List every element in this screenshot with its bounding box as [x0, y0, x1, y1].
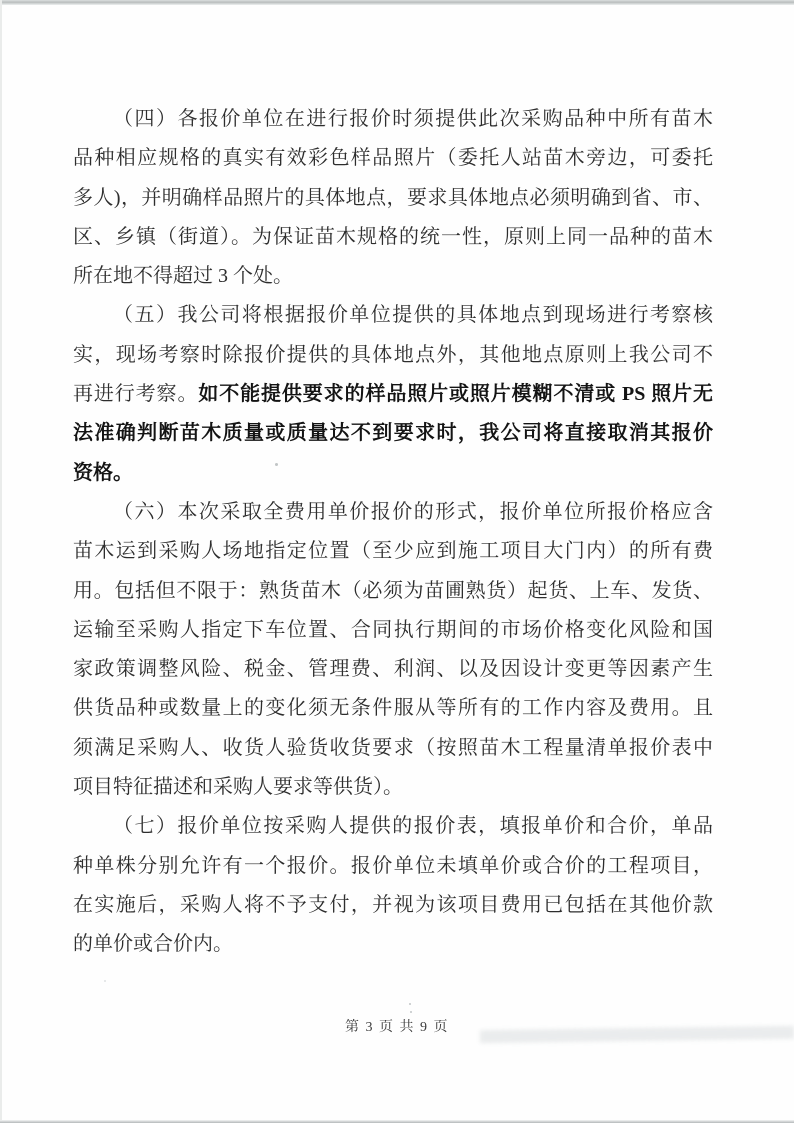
text-run: 苗木运到采购人场地指定位置（至少应到施工项目大门内）的所有费 [73, 540, 713, 563]
page-footer [0, 1016, 794, 1036]
text-run: 品种相应规格的真实有效彩色样品照片（委托人站苗木旁边，可委托 [73, 147, 713, 170]
text-line [73, 768, 713, 807]
text-run: 实，现场考察时除报价提供的具体地点外，其他地点原则上我公司不 [73, 343, 713, 366]
text-line [73, 218, 713, 257]
document-body [73, 100, 713, 965]
text-run: 用。包括但不限于：熟货苗木（必须为苗圃熟货）起货、上车、发货、 [73, 579, 713, 602]
scan-artifact-speck [104, 980, 106, 982]
text-run: （七）报价单位按采购人提供的报价表，填报单价和合价，单品 [113, 815, 713, 838]
paragraph-4 [73, 100, 713, 296]
text-run: 在实施后，采购人将不予支付，并视为该项目费用已包括在其他价款 [73, 893, 713, 916]
text-line [73, 257, 713, 296]
text-run: 再进行考察。 [73, 383, 199, 406]
paragraph-5 [73, 296, 713, 492]
text-run: 项目特征描述和采购人要求等供货）。 [73, 776, 403, 799]
text-line [73, 375, 713, 414]
text-line [73, 336, 713, 375]
text-line [73, 179, 713, 218]
text-run: 所在地不得超过 3 个处。 [73, 265, 293, 288]
text-line [73, 532, 713, 571]
text-run: 的单价或合价内。 [73, 933, 233, 956]
text-line [73, 139, 713, 178]
paragraph-6 [73, 493, 713, 807]
text-run: 家政策调整风险、税金、管理费、利润、以及因设计变更等因素产生 [73, 658, 713, 681]
text-run-bold: 资格。 [73, 461, 133, 484]
scan-artifact-left-edge [0, 0, 2, 1123]
scan-artifact-speck [410, 1011, 412, 1013]
text-line [73, 100, 713, 139]
scan-artifact-speck [275, 463, 278, 466]
text-line [73, 925, 713, 964]
text-run-bold: 如不能提供要求的样品照片或照片模糊不清或 PS 照片无 [198, 383, 713, 406]
text-line [73, 572, 713, 611]
text-line [73, 847, 713, 886]
text-line [73, 296, 713, 335]
scan-artifact-speck [409, 1003, 411, 1005]
text-line [73, 611, 713, 650]
text-run-bold: 法准确判断苗木质量或质量达不到要求时，我公司将直接取消其报价 [73, 422, 713, 445]
text-run: （六）本次采取全费用单价报价的形式，报价单位所报价格应含 [113, 500, 713, 523]
text-run: （五）我公司将根据报价单位提供的具体地点到现场进行考察核 [113, 304, 713, 327]
text-line [73, 650, 713, 689]
text-line [73, 729, 713, 768]
text-run: 须满足采购人、收货人验货收货要求（按照苗木工程量清单报价表中 [73, 736, 713, 759]
scan-artifact-top-edge [0, 0, 794, 5]
text-run: 多人)，并明确样品照片的具体地点，要求具体地点必须明确到省、市、 [73, 186, 713, 209]
text-line [73, 493, 713, 532]
text-run: 种单株分别允许有一个报价。报价单位未填单价或合价的工程项目， [73, 854, 713, 877]
text-run: 供货品种或数量上的变化须无条件服从等所有的工作内容及费用。且 [73, 697, 713, 720]
text-run: 运输至采购人指定下车位置、合同执行期间的市场价格变化风险和国 [73, 618, 713, 641]
text-run: 区、乡镇（街道）。为保证苗木规格的统一性，原则上同一品种的苗木 [73, 225, 713, 248]
text-line [73, 414, 713, 453]
text-line [73, 886, 713, 925]
page-number: 第 3 页 共 9 页 [345, 1020, 449, 1035]
text-line [73, 807, 713, 846]
text-run: （四）各报价单位在进行报价时须提供此次采购品种中所有苗木 [113, 108, 713, 130]
text-line [73, 689, 713, 728]
paragraph-7 [73, 807, 713, 964]
text-line [73, 454, 713, 493]
